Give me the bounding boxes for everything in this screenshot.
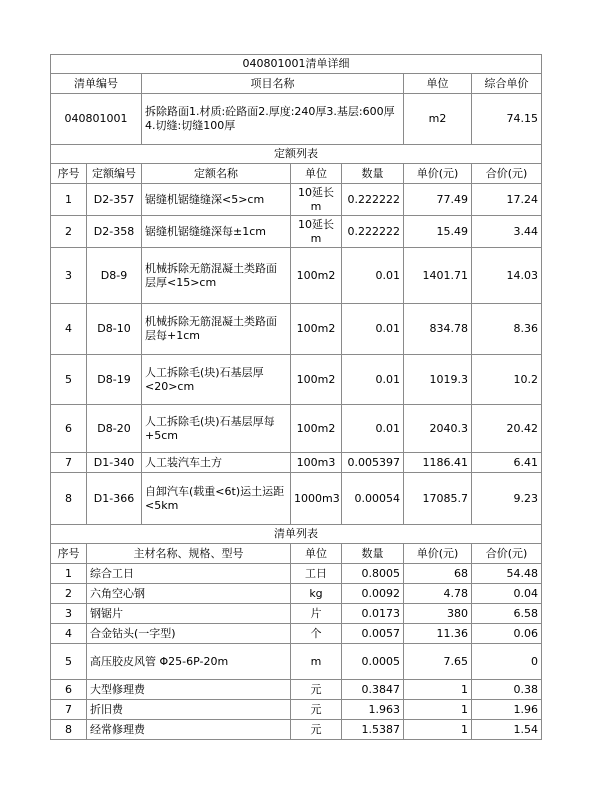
quota-code: D2-357 — [87, 184, 142, 216]
quota-total: 17.24 — [472, 184, 542, 216]
quota-total: 3.44 — [472, 216, 542, 248]
materials-header-seq: 序号 — [51, 544, 87, 564]
quota-seq: 1 — [51, 184, 87, 216]
material-qty: 0.8005 — [342, 564, 404, 584]
material-name: 六角空心钢 — [87, 584, 291, 604]
header-code: 清单编号 — [51, 74, 142, 94]
quota-total: 9.23 — [472, 473, 542, 525]
quota-qty: 0.222222 — [342, 216, 404, 248]
quota-qty: 0.01 — [342, 355, 404, 405]
material-row — [51, 584, 542, 604]
materials-section-row — [51, 525, 542, 544]
material-price: 1 — [404, 680, 472, 700]
page-title: 040801001清单详细 — [51, 55, 542, 74]
quota-code: D8-9 — [87, 248, 142, 304]
materials-header-name: 主材名称、规格、型号 — [87, 544, 291, 564]
quota-unit: 10延长m — [291, 216, 342, 248]
material-seq: 3 — [51, 604, 87, 624]
material-qty: 0.3847 — [342, 680, 404, 700]
quota-code: D1-366 — [87, 473, 142, 525]
material-row — [51, 564, 542, 584]
material-row — [51, 604, 542, 624]
material-price: 7.65 — [404, 644, 472, 680]
title-row — [51, 55, 542, 74]
quota-price: 2040.3 — [404, 405, 472, 453]
material-name: 经常修理费 — [87, 720, 291, 740]
quota-unit: 100m3 — [291, 453, 342, 473]
quota-code: D8-10 — [87, 304, 142, 355]
quota-seq: 8 — [51, 473, 87, 525]
material-qty: 1.5387 — [342, 720, 404, 740]
quota-unit: 1000m3 — [291, 473, 342, 525]
material-total: 0 — [472, 644, 542, 680]
materials-header-qty: 数量 — [342, 544, 404, 564]
material-row — [51, 644, 542, 680]
materials-header-price: 单价(元) — [404, 544, 472, 564]
quota-section-row — [51, 145, 542, 164]
quota-qty: 0.01 — [342, 304, 404, 355]
materials-header-unit: 单位 — [291, 544, 342, 564]
bill-detail-table — [50, 54, 542, 740]
material-price: 4.78 — [404, 584, 472, 604]
material-row — [51, 720, 542, 740]
quota-qty: 0.00054 — [342, 473, 404, 525]
quota-total: 8.36 — [472, 304, 542, 355]
quota-code: D8-20 — [87, 405, 142, 453]
material-qty: 0.0005 — [342, 644, 404, 680]
material-total: 0.04 — [472, 584, 542, 604]
material-unit: m — [291, 644, 342, 680]
quota-row — [51, 304, 542, 355]
material-total: 0.38 — [472, 680, 542, 700]
material-seq: 8 — [51, 720, 87, 740]
item-code: 040801001 — [51, 94, 142, 145]
material-seq: 2 — [51, 584, 87, 604]
material-total: 0.06 — [472, 624, 542, 644]
material-name: 大型修理费 — [87, 680, 291, 700]
material-name: 折旧费 — [87, 700, 291, 720]
quota-seq: 7 — [51, 453, 87, 473]
material-unit: 片 — [291, 604, 342, 624]
item-header-row — [51, 74, 542, 94]
quota-name: 人工拆除毛(块)石基层厚每+5cm — [142, 405, 291, 453]
material-row — [51, 624, 542, 644]
material-price: 380 — [404, 604, 472, 624]
material-row — [51, 700, 542, 720]
quota-header-total: 合价(元) — [472, 164, 542, 184]
quota-header-price: 单价(元) — [404, 164, 472, 184]
quota-unit: 100m2 — [291, 304, 342, 355]
quota-price: 17085.7 — [404, 473, 472, 525]
quota-section-title: 定额列表 — [51, 145, 542, 164]
quota-header-qty: 数量 — [342, 164, 404, 184]
material-name: 钢锯片 — [87, 604, 291, 624]
item-name: 拆除路面1.材质:砼路面2.厚度:240厚3.基层:600厚4.切缝:切缝100厚 — [142, 94, 404, 145]
material-seq: 6 — [51, 680, 87, 700]
material-qty: 0.0173 — [342, 604, 404, 624]
quota-name: 锯缝机锯缝缝深每±1cm — [142, 216, 291, 248]
quota-price: 1186.41 — [404, 453, 472, 473]
quota-price: 1401.71 — [404, 248, 472, 304]
material-unit: kg — [291, 584, 342, 604]
header-name: 项目名称 — [142, 74, 404, 94]
material-qty: 0.0057 — [342, 624, 404, 644]
quota-seq: 5 — [51, 355, 87, 405]
quota-seq: 6 — [51, 405, 87, 453]
material-total: 6.58 — [472, 604, 542, 624]
quota-qty: 0.01 — [342, 405, 404, 453]
header-unit: 单位 — [404, 74, 472, 94]
quota-row — [51, 473, 542, 525]
material-unit: 个 — [291, 624, 342, 644]
material-row — [51, 680, 542, 700]
header-price: 综合单价 — [472, 74, 542, 94]
material-price: 68 — [404, 564, 472, 584]
material-name: 合金钻头(一字型) — [87, 624, 291, 644]
quota-row — [51, 405, 542, 453]
quota-price: 1019.3 — [404, 355, 472, 405]
quota-total: 20.42 — [472, 405, 542, 453]
material-seq: 1 — [51, 564, 87, 584]
quota-header-code: 定额编号 — [87, 164, 142, 184]
quota-row — [51, 216, 542, 248]
quota-code: D1-340 — [87, 453, 142, 473]
quota-unit: 100m2 — [291, 405, 342, 453]
quota-row — [51, 248, 542, 304]
quota-price: 834.78 — [404, 304, 472, 355]
quota-unit: 100m2 — [291, 355, 342, 405]
material-total: 54.48 — [472, 564, 542, 584]
materials-header-row — [51, 544, 542, 564]
quota-qty: 0.222222 — [342, 184, 404, 216]
material-price: 1 — [404, 720, 472, 740]
material-name: 综合工日 — [87, 564, 291, 584]
quota-price: 77.49 — [404, 184, 472, 216]
quota-total: 14.03 — [472, 248, 542, 304]
quota-name: 人工拆除毛(块)石基层厚<20>cm — [142, 355, 291, 405]
material-unit: 工日 — [291, 564, 342, 584]
material-name: 高压胶皮风管 Φ25-6P-20m — [87, 644, 291, 680]
material-seq: 7 — [51, 700, 87, 720]
material-qty: 1.963 — [342, 700, 404, 720]
material-total: 1.96 — [472, 700, 542, 720]
quota-header-row — [51, 164, 542, 184]
quota-total: 6.41 — [472, 453, 542, 473]
quota-code: D8-19 — [87, 355, 142, 405]
material-unit: 元 — [291, 720, 342, 740]
quota-header-name: 定额名称 — [142, 164, 291, 184]
material-price: 11.36 — [404, 624, 472, 644]
quota-seq: 3 — [51, 248, 87, 304]
quota-name: 机械拆除无筋混凝土类路面层厚<15>cm — [142, 248, 291, 304]
quota-price: 15.49 — [404, 216, 472, 248]
quota-qty: 0.005397 — [342, 453, 404, 473]
quota-name: 人工装汽车土方 — [142, 453, 291, 473]
quota-header-seq: 序号 — [51, 164, 87, 184]
material-total: 1.54 — [472, 720, 542, 740]
material-price: 1 — [404, 700, 472, 720]
quota-total: 10.2 — [472, 355, 542, 405]
quota-row — [51, 453, 542, 473]
materials-header-total: 合价(元) — [472, 544, 542, 564]
item-row — [51, 94, 542, 145]
quota-unit: 100m2 — [291, 248, 342, 304]
quota-seq: 4 — [51, 304, 87, 355]
item-unit: m2 — [404, 94, 472, 145]
quota-code: D2-358 — [87, 216, 142, 248]
quota-name: 机械拆除无筋混凝土类路面层每+1cm — [142, 304, 291, 355]
quota-name: 锯缝机锯缝缝深<5>cm — [142, 184, 291, 216]
material-seq: 5 — [51, 644, 87, 680]
material-seq: 4 — [51, 624, 87, 644]
materials-section-title: 清单列表 — [51, 525, 542, 544]
quota-seq: 2 — [51, 216, 87, 248]
material-unit: 元 — [291, 680, 342, 700]
quota-header-unit: 单位 — [291, 164, 342, 184]
material-qty: 0.0092 — [342, 584, 404, 604]
quota-row — [51, 355, 542, 405]
quota-unit: 10延长m — [291, 184, 342, 216]
quota-name: 自卸汽车(载重<6t)运土运距<5km — [142, 473, 291, 525]
material-unit: 元 — [291, 700, 342, 720]
quota-qty: 0.01 — [342, 248, 404, 304]
item-price: 74.15 — [472, 94, 542, 145]
quota-row — [51, 184, 542, 216]
